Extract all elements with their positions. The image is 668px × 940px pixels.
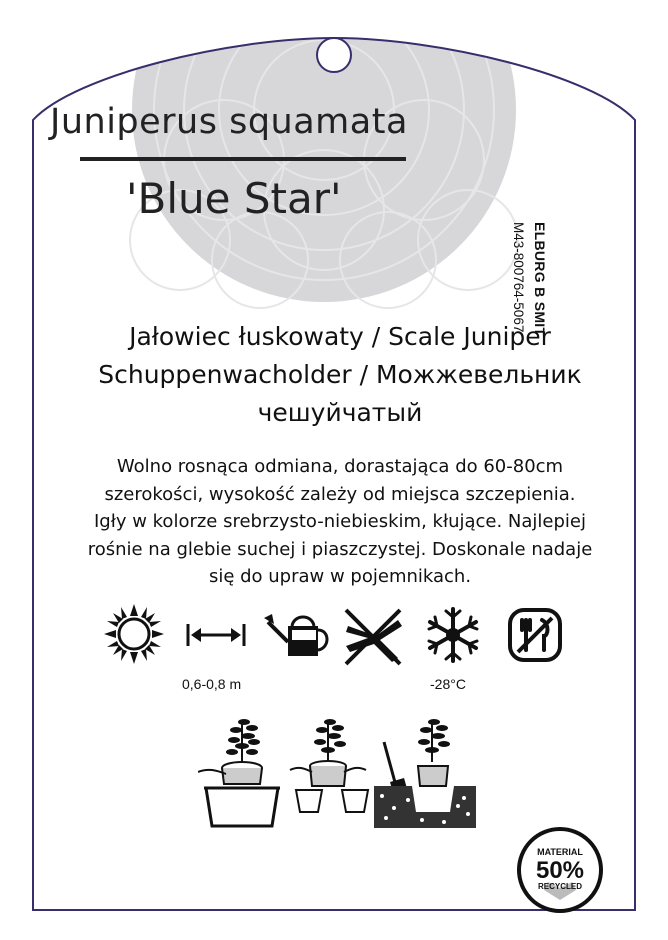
no-pruning-icon	[342, 606, 404, 666]
description-line: Wolno rosnąca odmiana, dorastająca do 60-80cm	[116, 456, 564, 477]
description-line: rośnie na glebie suchej i piaszczystej. Doskonale nadaje	[87, 539, 593, 560]
width-label: 0,6-0,8 m	[182, 676, 242, 692]
plant-in-soil-icon	[374, 712, 476, 828]
title-divider	[80, 157, 406, 161]
frost-label: -28°C	[430, 676, 466, 692]
not-edible-icon	[506, 606, 564, 664]
badge-line1: MATERIAL	[537, 847, 583, 857]
description-line: się do upraw w pojemnikach.	[208, 566, 472, 587]
description-line: szerokości, wysokość zależy od miejsca szczepienia.	[104, 484, 576, 505]
badge-line3: RECYCLED	[537, 882, 583, 891]
hang-hole	[317, 38, 351, 72]
common-name-line: Jałowiec łuskowaty / Scale Juniper	[129, 322, 551, 351]
watering-can-icon	[262, 608, 332, 660]
common-name-line: чешуйчатый	[257, 398, 423, 427]
badge-percent: 50%	[535, 857, 585, 884]
common-name-line: Schuppenwacholder / Можжевельник	[98, 360, 582, 389]
cultivar-name: 'Blue Star'	[126, 174, 342, 223]
description-line: Igły w kolorze srebrzysto-niebieskim, kłujące. Najlepiej	[93, 511, 586, 532]
frost-icon	[424, 606, 482, 664]
sun-icon	[104, 604, 164, 664]
product-code: M43-800764-5067	[511, 222, 526, 333]
remove-from-pot-icon	[198, 712, 282, 828]
width-arrows-icon	[186, 620, 246, 650]
latin-name: Juniperus squamata	[50, 102, 408, 142]
loosen-roots-icon	[288, 712, 372, 816]
brand-name: ELBURG B SMIT	[532, 222, 548, 337]
recycled-badge	[516, 826, 604, 914]
